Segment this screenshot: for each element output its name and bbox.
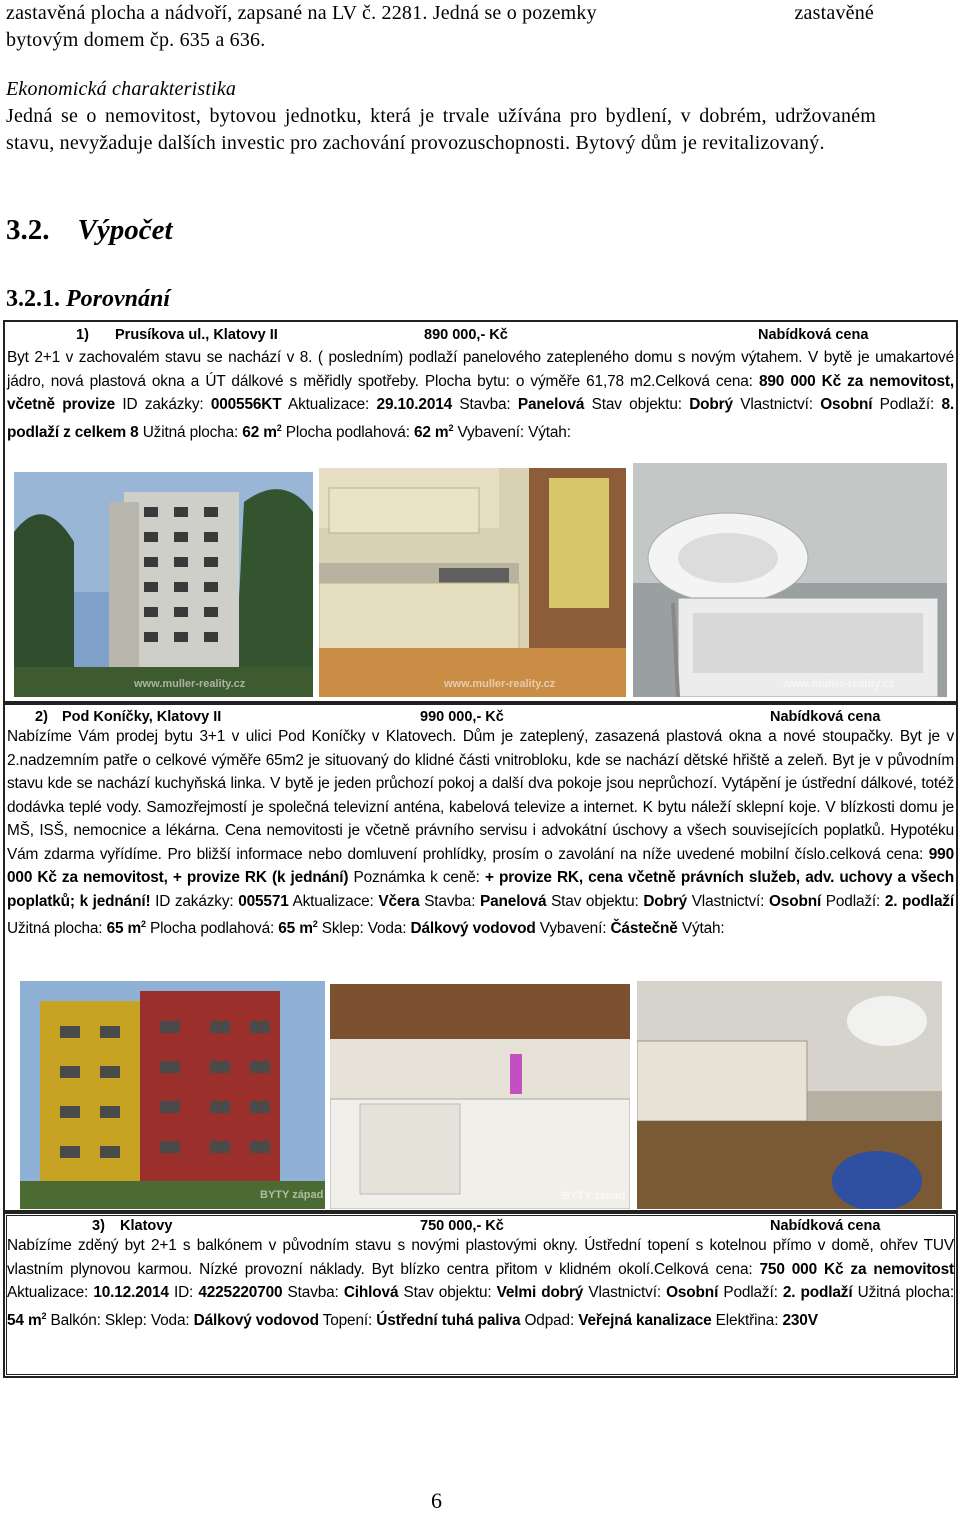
listing-3-price: 750 000,- Kč [420, 1218, 504, 1234]
section-title: Výpočet [77, 214, 173, 246]
listing-1-description: Byt 2+1 v zachovalém stavu se nachází v 8. ( posledním) podlaží panelového zatepleného domu s novým výtahem. V bytě je umakartové jádro, nová plastová okna a ÚT dálkové s měřidly spotřeby. Plocha bytu: o výměře 61,78 m2.Celková cena: 890 000 Kč za nemovitost, včetně provize ID zakázky: 000556KT Aktualizace: 29.10.2014 Stavba: Panelová Stav objektu: Dobrý Vlastnictví: Osobní Podlaží: 8. podlaží z celkem 8 Užitná plocha: 62 $m^2$ Plocha podlahová: 62 $m^2$ Vybavení: Výtah: [7, 349, 954, 441]
subsection-title: Porovnání [66, 286, 171, 312]
section-heading-calc [6, 214, 173, 247]
listing-1-photo-building [14, 472, 313, 697]
intro-section [6, 0, 876, 157]
listing-2-description: Nabízíme Vám prodej bytu 3+1 v ulici Pod Koníčky v Klatovech. Dům je zateplený, zasazená plastová okna a nové stoupačky. Byt je v 2.nadzemním patře o celkové výměře 65m2 je situovaný do klidné části vnitrobloku, kde se nachází dětské hřiště a zeleň. Byt je v původním stavu kde se nachází kuchyňská linka. V bytě je jeden průchozí pokoj a další dva pokoje jsou neprůchozí. Vytápění je ústřední dálkové, totéž dodávka teplé vody. Samozřejmostí je společná televizní anténa, kabelová televize a internet. K bytu náleží sklepní koje. V blízkosti domu je MŠ, ISŠ, nemocnice a lékárna. Cena nemovitosti je včetně právního servisu i advokátní úschovy a všech souvisejících poplatků. Hypotéku Vám zdarma vyřídíme. Pro bližší informace nebo domluvení prohlídky, prosím o zavolání na níže uvedené mobilní číslo.celková cena: 990 000 Kč za nemovitost, + provize RK (k jednání) Poznámka k ceně: + provize RK, cena včetně právních služeb, adv. uchovy a všech poplatků; k jednání! ID zakázky: 005571 Aktualizace: Včera Stavba: Panelová Stav objektu: Dobrý Vlastnictví: Osobní Podlaží: 2. podlaží Užitná plocha: 65 $m^2$ Plocha podlahová: 65 $m^2$ Sklep: Voda: Dálkový vodovod Vybavení: Částečně Výtah: [7, 728, 955, 938]
listing-2-logo-2: BYTY západ [562, 1190, 626, 1202]
listing-2-number: 2) [35, 709, 48, 725]
intro-line-2: bytovým domem čp. 635 a 636. [6, 29, 266, 51]
listing-3-name: Klatovy [120, 1218, 173, 1234]
section-number: 3.2. [6, 214, 50, 246]
intro-line-1 [6, 0, 874, 27]
listing-2-price: 990 000,- Kč [420, 709, 504, 725]
intro-line-1a: zastavěná plocha a nádvoří, zapsané na LV č. 2281. Jedná se o pozemky [6, 2, 597, 24]
listing-2-photo-kitchen [330, 984, 630, 1209]
subsection-heading-compare [6, 286, 170, 313]
listing-2-logo-1: BYTY západ [260, 1189, 324, 1201]
listing-3-price-label: Nabídková cena [770, 1218, 881, 1234]
listing-3-description: Nabízíme zděný byt 2+1 s balkónem v původním stavu s novými plastovými okny. Ústřední topení s kotelnou přímo v domě, ohřev TUV vlastním plynovou karmou. Nízké provozní náklady. Byt blízko centra přitom v klidném okolí.Celková cena: 750 000 Kč za nemovitost Aktualizace: 10.12.2014 ID: 4225220700 Stavba: Cihlová Stav objektu: Velmi dobrý Vlastnictví: Osobní Podlaží: 2. podlaží Užitná plocha: 54 $m^2$ Balkón: Sklep: Voda: Dálkový vodovod Topení: Ústřední tuhá paliva Odpad: Veřejná kanalizace Elektřina: 230V [7, 1237, 955, 1329]
listing-1-price: 890 000,- Kč [424, 327, 508, 343]
page-number: 6 [431, 1488, 442, 1513]
economic-heading: Ekonomická charakteristika [6, 78, 237, 100]
listing-2-photo-bathroom [637, 981, 942, 1209]
economic-text: Jedná se o nemovitost, bytovou jednotku, která je trvale užívána pro bydlení, v dobrém, udržovaném stavu, nevyžaduje dalších investic pro zachování provozuschopnosti. Bytový dům je revitalizovaný. [6, 105, 876, 154]
listing-1-watermark-1: www.muller-reality.cz [134, 678, 246, 690]
listing-1-photo-bathroom [633, 463, 947, 697]
intro-line-1b: zastavěné [794, 2, 874, 24]
listing-3-number: 3) [92, 1218, 105, 1234]
listing-1-name: Prusíkova ul., Klatovy II [115, 327, 278, 343]
listing-1-watermark-2: www.muller-reality.cz [444, 678, 556, 690]
listing-1-watermark-3: www.muller-reality.cz [783, 678, 895, 690]
subsection-number: 3.2.1. [6, 286, 60, 312]
listing-2-price-label: Nabídková cena [770, 709, 881, 725]
listing-2-name: Pod Koníčky, Klatovy II [62, 709, 222, 725]
listing-1-number: 1) [76, 327, 89, 343]
listing-2-photo-building [20, 981, 325, 1209]
listing-1-price-label: Nabídková cena [758, 327, 869, 343]
listing-1-photo-kitchen [319, 468, 626, 697]
